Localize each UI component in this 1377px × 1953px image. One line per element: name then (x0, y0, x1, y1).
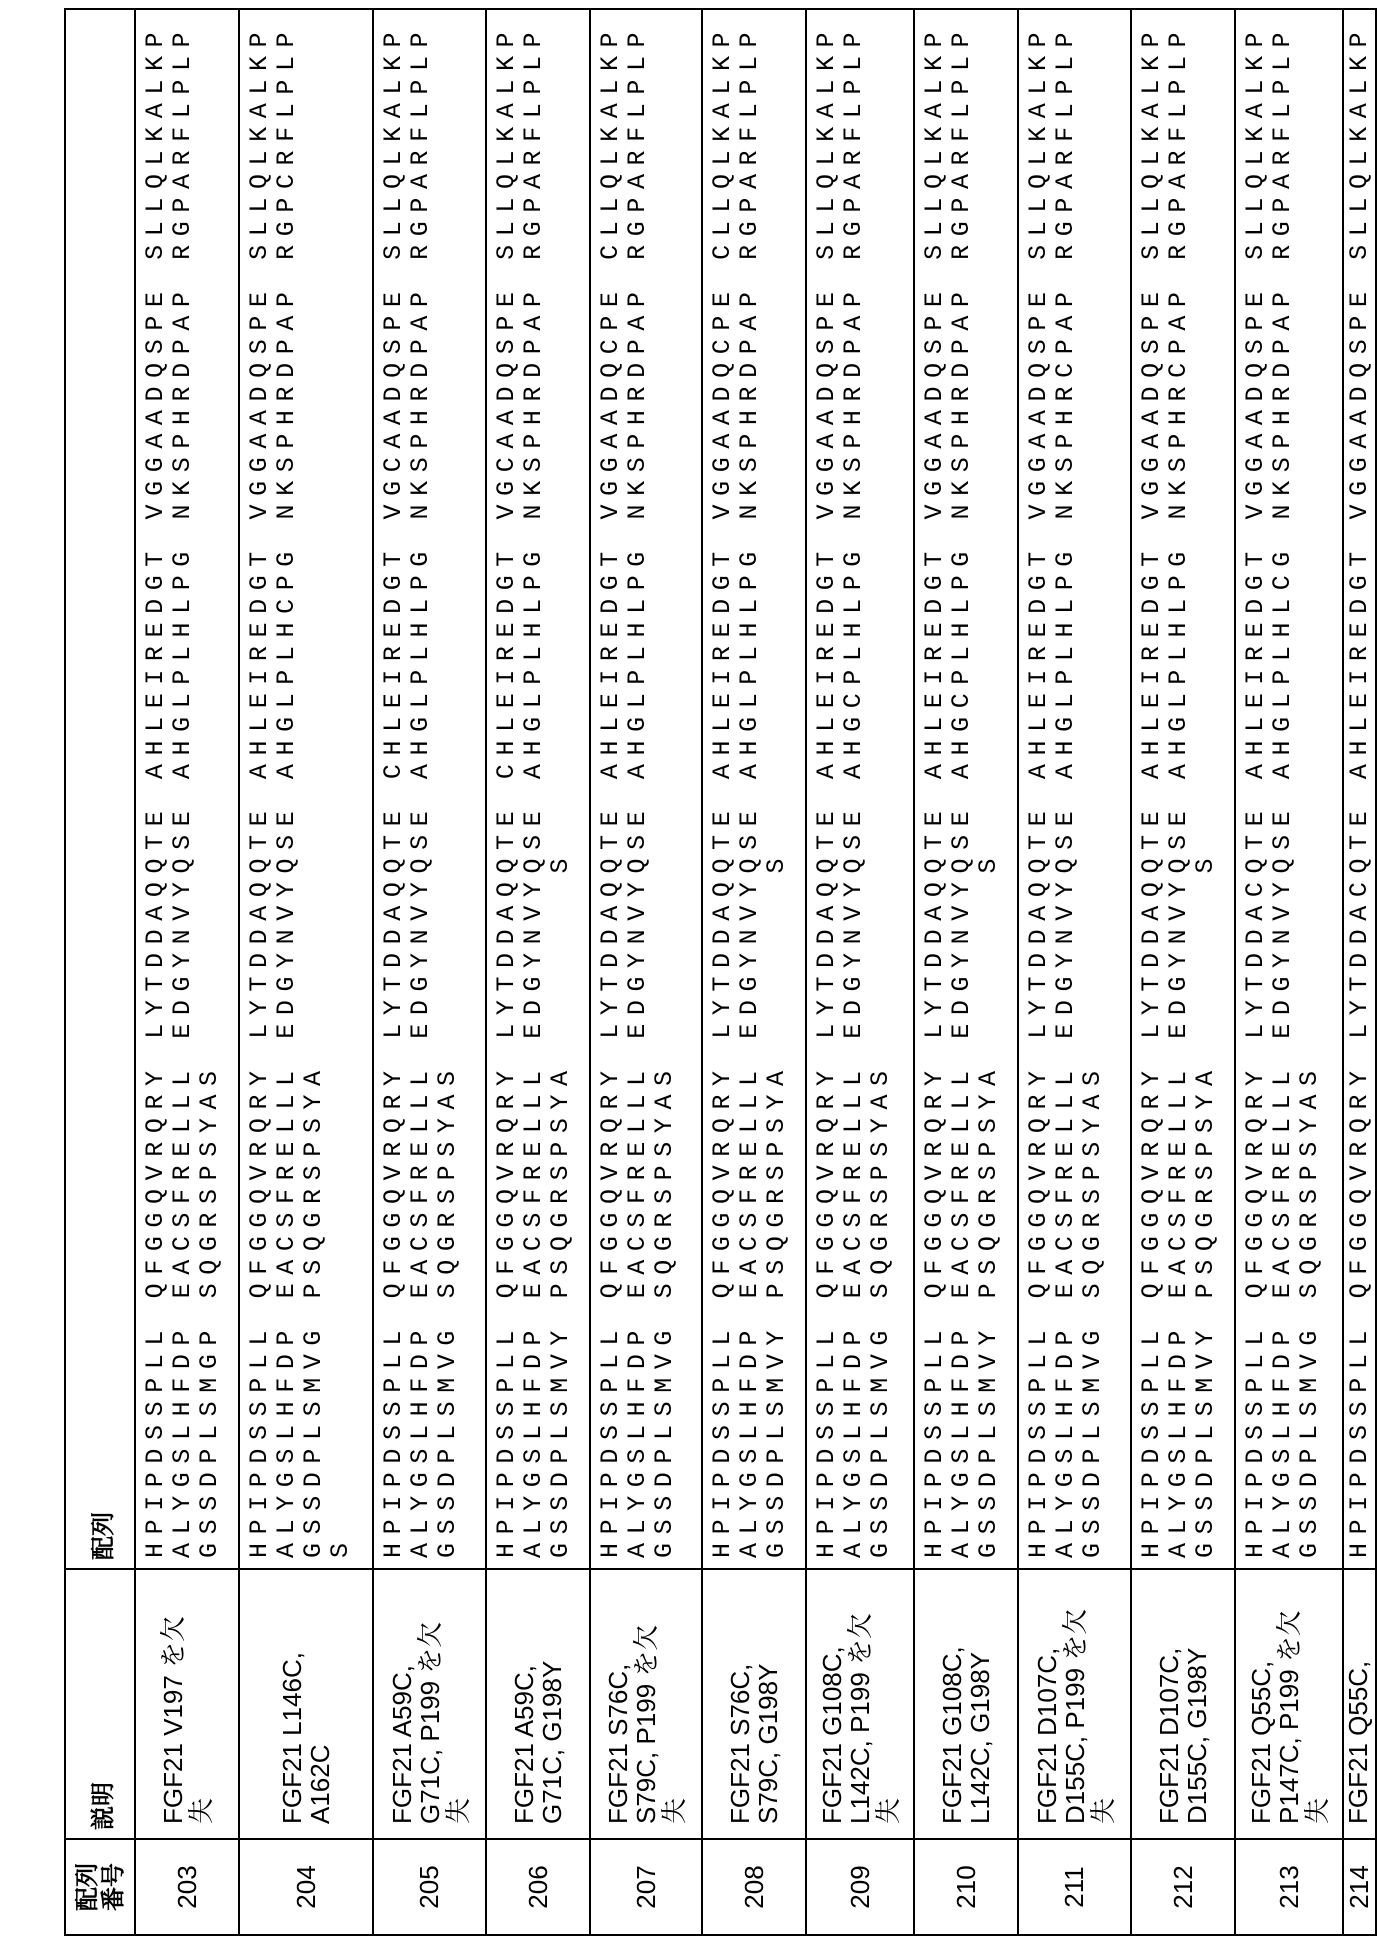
table-row (806, 9, 914, 1935)
sequence-line: HPIPDSSPLL QFGGQVRQRY LYTDDAQQTE AHLEIREDGT VGGAADQSPE SLLQLKALKP GVIQILGVKT SRFLCQRPCG (1025, 10, 1052, 1558)
description-line: 失 (1089, 1570, 1117, 1824)
sequence-cell (1343, 9, 1376, 1569)
seq-number: 214 (1344, 1865, 1374, 1908)
header-description: 説明 (65, 1569, 135, 1839)
seq-number: 210 (951, 1865, 981, 1908)
description-line: FGF21 L146C, (278, 1570, 306, 1824)
sequence-line: HPIPDSSPLL QFGGQVRQRY LYTDDAQQTE AHLEIREDGT VGGAADQCPE CLLQLKALKP GVIQILGVKT SRFLCQRPDG (597, 10, 624, 1558)
description-cell (135, 1569, 239, 1839)
sequence-cell (702, 9, 806, 1569)
table-row (486, 9, 590, 1935)
header-seq-number-line1: 配列 (74, 1840, 100, 1934)
description-cell (486, 1569, 590, 1839)
description-cell (239, 1569, 373, 1839)
description-line: 失 (1303, 1570, 1331, 1824)
description-line: 失 (874, 1570, 902, 1824)
sequence-line: HPIPDSSPLL QFGGQVRQRY LYTDDAQQTE AHLEIREDGT VGGAADQSPE SLLQLKALKP GVIQILGVKT SRFLCQRPDG (142, 10, 169, 1558)
sequence-line: ALYGSLHFDP EACSFRELLL EDGYNVYQSE AHGLPLHLPG NKSPHRCPAP RGPARFLPLP GLPPAPPEPP GILAPQPPDV (1165, 10, 1192, 1558)
table-row (373, 9, 486, 1935)
seq-number: 209 (845, 1865, 875, 1908)
sequence-line: GSSDPLSMVY PSQGRSPSYA S (547, 10, 574, 1558)
sequence-line: GSSDPLSMVY PSQGRSPSYA S (975, 10, 1002, 1558)
sequence-line: GSSDPLSMVY PSQGRSPSYA S (763, 10, 790, 1558)
seq-number-cell (590, 1839, 702, 1935)
description-line: L142C, G198Y (966, 1570, 994, 1824)
sequence-line: ALYGSLHFDP EACSFRELLL EDGYNVYQSE AHGLPLHLPG NKSPHRDPAP RGPARFLPLP GLPPAPPEPP GILAPQPPDV (169, 10, 196, 1558)
table-row (1235, 9, 1343, 1935)
table-body (135, 9, 1376, 1935)
seq-number: 204 (291, 1865, 321, 1908)
seq-number-cell (239, 1839, 373, 1935)
seq-number-cell (702, 1839, 806, 1935)
sequence-cell (373, 9, 486, 1569)
description-line: 失 (444, 1570, 472, 1824)
sequence-line: HPIPDSSPLL QFGGQVRQRY LYTDDACQTE AHLEIREDGT VGGAADQSPE SLLQLKALKP GVIQILGVKT SRFLCQRPDG (1346, 10, 1373, 1558)
seq-number-cell (373, 1839, 486, 1935)
description-cell (373, 1569, 486, 1839)
description-line: G71C, G198Y (538, 1570, 566, 1824)
header-seq-number-line2: 番号 (100, 1840, 126, 1934)
sequence-cell (806, 9, 914, 1569)
description-line: S79C, G198Y (754, 1570, 782, 1824)
sequence-cell (135, 9, 239, 1569)
sequence-line: HPIPDSSPLL QFGGQVRQRY LYTDDAQQTE AHLEIREDGT VGGAADQSPE SLLQLKALKP GVIQILGVKT SRFLCQRPDG (246, 10, 273, 1558)
description-cell (1235, 1569, 1343, 1839)
sequence-line: ALYGSLHFDP EACSFRELLL EDGYNVYQSE AHGLPLHLPG NKSPHRDPAP RGPARFLPLP GLPPAPPEPP GILAPQPPDV (624, 10, 651, 1558)
seq-number-cell (135, 1839, 239, 1935)
sequence-cell (590, 9, 702, 1569)
sequence-cell (1131, 9, 1235, 1569)
seq-number-cell (1131, 1839, 1235, 1935)
description-line: A162C (306, 1570, 334, 1824)
sequence-line: HPIPDSSPLL QFGGQVRQRY LYTDDACQTE AHLEIREDGT VGGAADQSPE SLLQLKALKP GVIQILGVKT SRFLCQRPDG (1242, 10, 1269, 1558)
sequence-cell (1235, 9, 1343, 1569)
sequence-line: GSSDPLSMVG PSQGRSPSYA (300, 10, 327, 1558)
table-row (1018, 9, 1131, 1935)
table-row (914, 9, 1018, 1935)
seq-number: 203 (172, 1865, 202, 1908)
seq-number: 212 (1168, 1865, 1198, 1908)
sequence-line: ALYGSLHFDP EACSFRELLL EDGYNVYQSE AHGLPLHLCG NKSPHRDPAP RGPARFLPLP GLPPAPPEPP GILAPQPPDV (1269, 10, 1296, 1558)
header-sequence: 配列 (65, 9, 135, 1569)
seq-number: 208 (739, 1865, 769, 1908)
description-line: FGF21 G108C, (818, 1570, 846, 1824)
description-line: FGF21 G108C, (938, 1570, 966, 1824)
description-line: D155C, G198Y (1183, 1570, 1211, 1824)
table-row (1343, 9, 1376, 1935)
description-line: D155C, P199 を欠 (1061, 1570, 1089, 1824)
table-row (590, 9, 702, 1935)
sequence-line: GSSDPLSMVG SQGRSPSYAS (1079, 10, 1106, 1558)
table-header-row (65, 9, 135, 1935)
seq-number-cell (486, 1839, 590, 1935)
description-cell (806, 1569, 914, 1839)
sequence-line: GSSDPLSMVY PSQGRSPSYA S (1192, 10, 1219, 1558)
seq-number-cell (1343, 1839, 1376, 1935)
table-row (702, 9, 806, 1935)
description-line: L142C, P199 を欠 (846, 1570, 874, 1824)
description-cell (914, 1569, 1018, 1839)
sequence-cell (486, 9, 590, 1569)
sequence-line: ALYGSLHFDP EACSFRELLL EDGYNVYQSE AHGLPLHCPG NKSPHRDPAP RGPCRFLPLP GLPPAPPEPP GILAPQPPDV (273, 10, 300, 1558)
description-cell (702, 1569, 806, 1839)
sequence-line: ALYGSLHFDP EACSFRELLL EDGYNVYQSE AHGLPLHLPG NKSPHRDPAP RGPARFLPLP GLPPAPPEPP GILAPQPPDV (407, 10, 434, 1558)
description-line: FGF21 D107C, (1033, 1570, 1061, 1824)
sequence-line: HPIPDSSPLL QFGGQVRQRY LYTDDAQQTE CHLEIREDGT VGCAADQSPE SLLQLKALKP GVIQILGVKT SRFLCQRPDG (380, 10, 407, 1558)
sequence-line: HPIPDSSPLL QFGGQVRQRY LYTDDAQQTE AHLEIREDGT VGGAADQSPE SLLQLKALKP GVIQILGVKT SRFLCQRPCG (1138, 10, 1165, 1558)
sequence-line: ALYGSLHFDP EACSFRELLL EDGYNVYQSE AHGLPLHLPG NKSPHRDPAP RGPARFLPLP GLPPAPPEPP GILAPQPPDV (520, 10, 547, 1558)
description-line: FGF21 Q55C, (1247, 1570, 1275, 1824)
seq-number-cell (914, 1839, 1018, 1935)
header-seq-number (65, 1839, 135, 1935)
sequence-line: GSSDPLSMGP SQGRSPSYAS (196, 10, 223, 1558)
sequence-line: ALYGSLHFDP EACSFRELLL EDGYNVYQSE AHGLPLHLPG NKSPHRCPAP RGPARFLPLP GLPPAPPEPP GILAPQPPDV (1052, 10, 1079, 1558)
sequence-line: HPIPDSSPLL QFGGQVRQRY LYTDDAQQTE AHLEIREDGT VGGAADQCPE CLLQLKALKP GVIQILGVKT SRFLCQRPDG (709, 10, 736, 1558)
sequence-line: S (327, 10, 354, 1558)
description-line: S79C, P199 を欠 (632, 1570, 660, 1824)
description-line: FGF21 S76C, (726, 1570, 754, 1824)
sequence-line: HPIPDSSPLL QFGGQVRQRY LYTDDAQQTE AHLEIREDGT VGGAADQSPE SLLQLKALKP GVIQILGVKT SRFLCQRPDC (921, 10, 948, 1558)
table-row (135, 9, 239, 1935)
sequence-table (64, 8, 1377, 1936)
sequence-line: GSSDPLSMVG SQGRSPSYAS (434, 10, 461, 1558)
sequence-line: HPIPDSSPLL QFGGQVRQRY LYTDDAQQTE CHLEIREDGT VGCAADQSPE SLLQLKALKP GVIQILGVKT SRFLCQRPDG (493, 10, 520, 1558)
rotated-page (64, 10, 1309, 1936)
table-row (239, 9, 373, 1935)
sequence-cell (914, 9, 1018, 1569)
description-line: P147C, P199 を欠 (1275, 1570, 1303, 1824)
description-cell (1131, 1569, 1235, 1839)
sequence-line: ALYGSLHFDP EACSFRELLL EDGYNVYQSE AHGLPLHLPG NKSPHRDPAP RGPARFLPLP GLPPAPPEPP GILAPQPPDV (736, 10, 763, 1558)
seq-number: 213 (1274, 1865, 1304, 1908)
sequence-line: ALYGSLHFDP EACSFRELLL EDGYNVYQSE AHGCPLHLPG NKSPHRDPAP RGPARFLPLP GLPPAPPEPP GILAPQPPDV (840, 10, 867, 1558)
seq-number-cell (1018, 1839, 1131, 1935)
sequence-line: GSSDPLSMVG SQGRSPSYAS (1296, 10, 1323, 1558)
sequence-cell (1018, 9, 1131, 1569)
seq-number: 211 (1059, 1866, 1089, 1907)
seq-number: 206 (523, 1865, 553, 1908)
description-cell (1343, 1569, 1376, 1839)
description-cell (1018, 1569, 1131, 1839)
sequence-line: ALYGSLHFDP EACSFRELLL EDGYNVYQSE AHGCPLHLPG NKSPHRDPAP RGPARFLPLP GLPPAPPEPP GILAPQPPDV (948, 10, 975, 1558)
sequence-line: HPIPDSSPLL QFGGQVRQRY LYTDDAQQTE AHLEIREDGT VGGAADQSPE SLLQLKALKP GVIQILGVKT SRFLCQRPDC (813, 10, 840, 1558)
sequence-cell (239, 9, 373, 1569)
seq-number: 205 (414, 1865, 444, 1908)
seq-number: 207 (631, 1865, 661, 1908)
description-cell (590, 1569, 702, 1839)
description-line: G71C, P199 を欠 (416, 1570, 444, 1824)
description-line: 失 (187, 1570, 215, 1824)
description-line: FGF21 S76C, (604, 1570, 632, 1824)
seq-number-cell (1235, 1839, 1343, 1935)
description-line: 失 (660, 1570, 688, 1824)
description-line: FGF21 V197 を欠 (159, 1570, 187, 1824)
seq-number-cell (806, 1839, 914, 1935)
description-line: FGF21 Q55C, (1344, 1570, 1372, 1824)
description-line: FGF21 D107C, (1155, 1570, 1183, 1824)
description-line: FGF21 A59C, (388, 1570, 416, 1824)
table-row (1131, 9, 1235, 1935)
sequence-line: GSSDPLSMVG SQGRSPSYAS (867, 10, 894, 1558)
sequence-line: GSSDPLSMVG SQGRSPSYAS (651, 10, 678, 1558)
description-line: FGF21 A59C, (510, 1570, 538, 1824)
